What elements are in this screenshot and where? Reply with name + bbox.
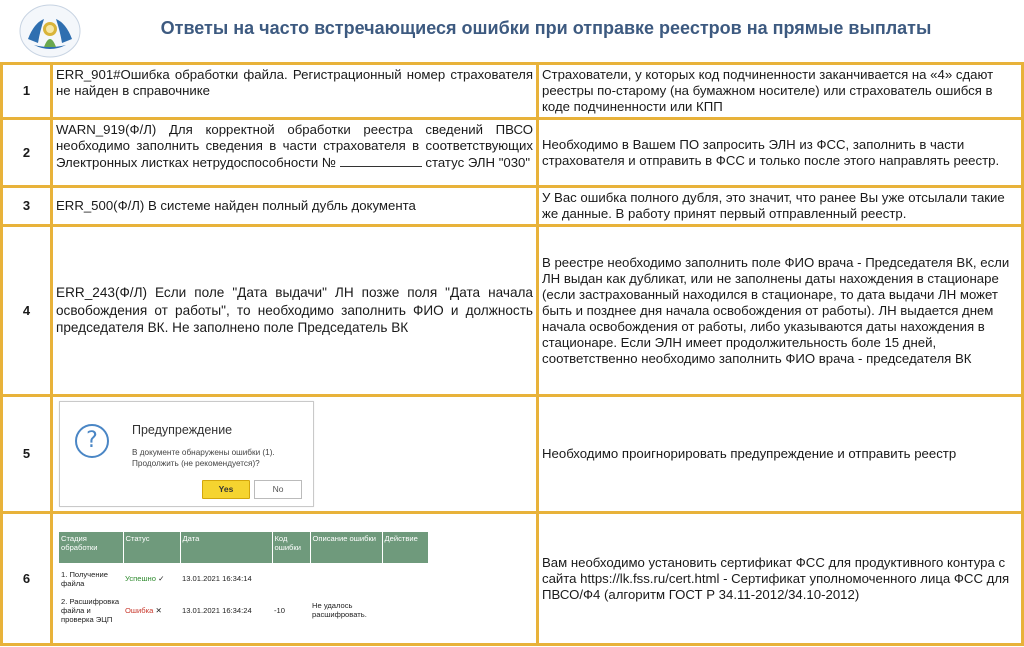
yes-button[interactable]: Yes (202, 480, 250, 499)
table-row (2, 187, 1023, 226)
warning-dialog-cell (52, 396, 538, 513)
solution-text: Необходимо в Вашем ПО запросить ЭЛН из ФСС, заполнить в части страхователя и отправить в ФСС и только после этого направлять реестр. (538, 119, 1023, 187)
no-button[interactable]: No (254, 480, 302, 499)
column-header: Действие (382, 532, 428, 563)
cross-icon: ✕ (155, 605, 162, 615)
error-text (52, 119, 538, 187)
table-row (2, 396, 1023, 513)
fss-emblem-icon (14, 3, 86, 59)
solution-text: Необходимо проигнорировать предупреждение и отправить реестр (538, 396, 1023, 513)
action-cell (382, 595, 428, 626)
desc-cell: Не удалось расшифровать. (312, 601, 367, 619)
error-text: ERR_243(Ф/Л) Если поле "Дата выдачи" ЛН позже поля "Дата начала освобождения от работы", то необходимо заполнить ФИО и должность председателя ВК. Не заполнено поле Председатель ВК (52, 226, 538, 396)
warning-dialog (59, 401, 314, 507)
date-cell: 13.01.2021 16:34:14 (182, 574, 252, 583)
solution-text: Страхователи, у которых код подчиненности заканчивается на «4» сдают реестры по-старому (на бумажном носителе) или страхователь ошибся в коде подчиненности или КПП (538, 64, 1023, 119)
desc-cell (310, 563, 382, 595)
status-table-row (59, 563, 428, 595)
table-row (2, 64, 1023, 119)
error-text-part: WARN_919(Ф/Л) Для корректной обработки реестра сведений ПВСО необходимо заполнить сведения в части страхователя в соответствующих Электронных листках нетрудоспособности № (56, 122, 533, 170)
header (0, 0, 1024, 62)
check-icon: ✓ (158, 574, 165, 583)
status-table-cell (52, 513, 538, 645)
date-cell: 13.01.2021 16:34:24 (182, 605, 252, 615)
errors-table (0, 62, 1024, 646)
action-cell (382, 563, 428, 595)
row-number: 2 (2, 119, 52, 187)
stage-cell: 2. Расшифровка файла и проверка ЭЦП (61, 596, 120, 624)
status-table-row (59, 595, 428, 626)
status-error: Ошибка (125, 605, 154, 615)
error-text-part: статус ЭЛН "030" (425, 155, 531, 170)
blank-line (340, 154, 422, 167)
table-row (2, 119, 1023, 187)
row-number: 3 (2, 187, 52, 226)
row-number: 4 (2, 226, 52, 396)
solution-text: Вам необходимо установить сертификат ФСС для продуктивного контура с сайта https://lk.fss.ru/cert.html - Сертификат уполномоченного лица ФСС для ПВСО/Ф4 (алгоритм ГОСТ Р 34.11-2012/34.10-2012) (538, 513, 1023, 645)
table-row (2, 513, 1023, 645)
processing-status-table (59, 532, 429, 626)
dialog-message (132, 447, 312, 469)
row-number: 6 (2, 513, 52, 645)
status-success: Успешно (125, 574, 156, 583)
status-cell (123, 595, 180, 626)
row-number: 1 (2, 64, 52, 119)
column-header: Статус (123, 532, 180, 563)
code-cell (272, 563, 310, 595)
solution-text: В реестре необходимо заполнить поле ФИО врача - Председателя ВК, если ЛН выдан как дубликат, или не заполнены даты нахождения в стационаре (если застрахованный находился в стационаре, то дата выдачи ЛН может быть и позднее дня начала освобождения от работы). ЛН выдается днем начала освобождения от работы, либо указываются даты нахождения в стационаре. Если ЭЛН имеет продолжительность боле 15 дней, соответственно необходимо заполнить ФИО врача - председателя ВК (538, 226, 1023, 396)
column-header: Стадия обработки (59, 532, 123, 563)
column-header: Дата (180, 532, 272, 563)
column-header: Код ошибки (272, 532, 310, 563)
row-number: 5 (2, 396, 52, 513)
code-cell: -10 (274, 605, 285, 615)
dialog-message-line: Продолжить (не рекомендуется)? (132, 459, 260, 468)
status-table-header (59, 532, 428, 563)
status-cell (123, 563, 180, 595)
error-text: ERR_901#Ошибка обработки файла. Регистрационный номер страхователя не найден в справочнике (52, 64, 538, 119)
dialog-message-line: В документе обнаружены ошибки (1). (132, 448, 275, 457)
solution-text: У Вас ошибка полного дубля, это значит, что ранее Вы уже отсылали такие же данные. В работу принят первый отправленный реестр. (538, 187, 1023, 226)
column-header: Описание ошибки (310, 532, 382, 563)
page-title: Ответы на часто встречающиеся ошибки при отправке реестров на прямые выплаты (160, 18, 932, 38)
question-icon: ? (75, 424, 109, 458)
dialog-title: Предупреждение (132, 423, 233, 437)
stage-cell: 1. Получение файла (61, 569, 109, 588)
error-text: ERR_500(Ф/Л) В системе найден полный дубль документа (52, 187, 538, 226)
table-row (2, 226, 1023, 396)
